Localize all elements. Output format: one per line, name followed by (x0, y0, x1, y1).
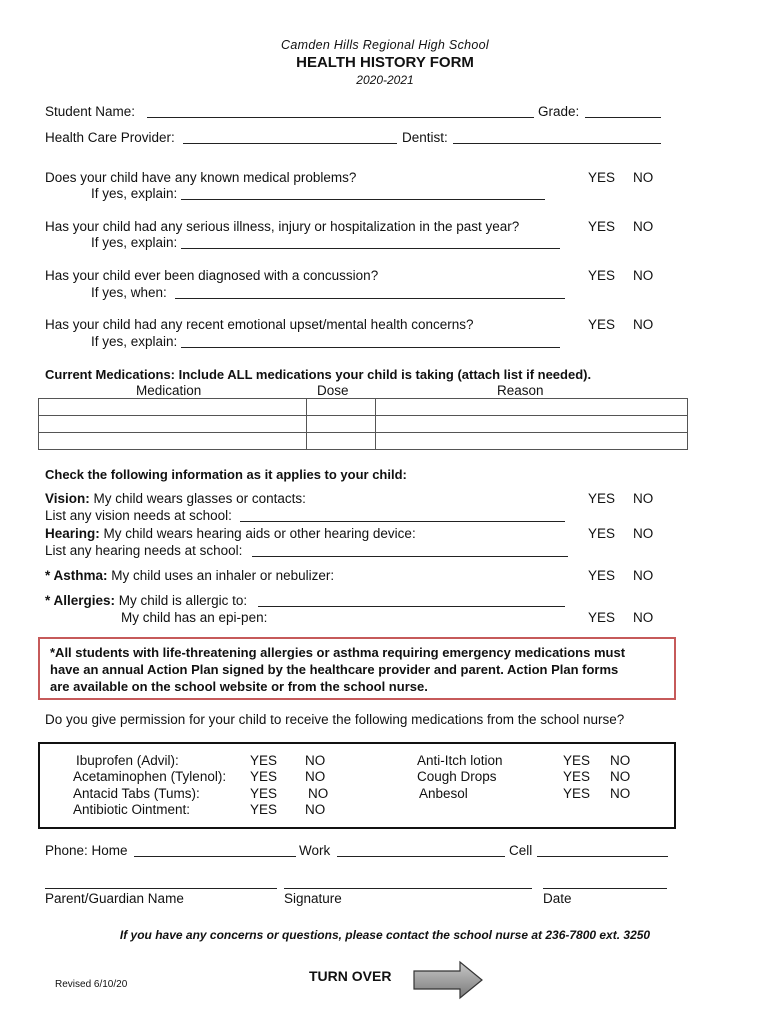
medication-name: Anbesol (419, 786, 468, 801)
no-option[interactable]: NO (305, 769, 326, 784)
hearing-text: My child wears hearing aids or other hearing device: (103, 526, 416, 541)
date-field[interactable] (543, 888, 667, 889)
no-option[interactable]: NO (633, 610, 654, 625)
vision-needs-field[interactable] (240, 507, 565, 522)
signature-field[interactable] (284, 888, 532, 889)
school-year: 2020-2021 (356, 73, 414, 87)
no-option[interactable]: NO (305, 753, 326, 768)
medication-name: Cough Drops (417, 769, 497, 784)
revised-date: Revised 6/10/20 (55, 979, 128, 990)
yes-option[interactable]: YES (588, 268, 616, 283)
table-row (39, 399, 688, 416)
provider-field[interactable] (183, 129, 397, 144)
hearing-needs-field[interactable] (252, 542, 568, 557)
yes-option[interactable]: YES (563, 786, 591, 801)
vision-row (45, 491, 306, 506)
contact-note: If you have any concerns or questions, please contact the school nurse at 236-7800 ext. 3250 (119, 928, 651, 942)
vision-label: Vision: (45, 491, 90, 506)
allergies-row (45, 593, 247, 608)
yes-option[interactable]: YES (250, 753, 278, 768)
medication-name: Antacid Tabs (Tums): (73, 786, 200, 801)
no-option[interactable]: NO (633, 568, 654, 583)
epipen-text: My child has an epi-pen: (121, 610, 268, 625)
allergies-text: My child is allergic to: (118, 593, 248, 608)
action-plan-alert (38, 637, 676, 700)
no-option[interactable]: NO (633, 219, 654, 234)
phone-home-field[interactable] (134, 842, 296, 857)
question-mental-health: Has your child had any recent emotional upset/mental health concerns? (45, 317, 474, 332)
grade-label: Grade: (538, 104, 580, 119)
vision-text: My child wears glasses or contacts: (93, 491, 306, 506)
guardian-name-label: Parent/Guardian Name (45, 891, 184, 906)
medication-cell[interactable] (39, 433, 307, 450)
medication-cell[interactable] (39, 416, 307, 433)
grade-field[interactable] (585, 103, 661, 118)
yes-option[interactable]: YES (563, 753, 591, 768)
permission-question: Do you give permission for your child to receive the following medications from the school nurse? (45, 712, 625, 727)
hearing-label: Hearing: (45, 526, 100, 541)
alert-line: *All students with life-threatening allergies or asthma requiring emergency medications must (50, 645, 626, 660)
hearing-needs-label: List any hearing needs at school: (45, 543, 243, 558)
yes-option[interactable]: YES (588, 219, 616, 234)
permission-box (38, 742, 676, 829)
yes-option[interactable]: YES (588, 491, 616, 506)
yes-option[interactable]: YES (588, 526, 616, 541)
yes-option[interactable]: YES (588, 568, 616, 583)
phone-work-label: Work (299, 843, 331, 858)
no-option[interactable]: NO (633, 170, 654, 185)
no-option[interactable]: NO (305, 802, 326, 817)
yes-option[interactable]: YES (588, 610, 616, 625)
phone-work-field[interactable] (337, 842, 505, 857)
question-sub-label: If yes, explain: (91, 186, 178, 201)
student-name-field[interactable] (147, 103, 534, 118)
alert-line: have an annual Action Plan signed by the healthcare provider and parent. Action Plan forms (50, 662, 619, 677)
question-medical-problems: Does your child have any known medical problems? (45, 170, 357, 185)
no-option[interactable]: NO (610, 786, 631, 801)
dose-cell[interactable] (307, 433, 376, 450)
reason-cell[interactable] (376, 433, 688, 450)
signature-label: Signature (284, 891, 342, 906)
medications-heading: Current Medications: Include ALL medications your child is taking (attach list if needed). (45, 367, 592, 382)
yes-option[interactable]: YES (563, 769, 591, 784)
allergies-label: * Allergies: (45, 593, 116, 608)
form-title: HEALTH HISTORY FORM (296, 54, 474, 71)
question-sub-label: If yes, explain: (91, 235, 178, 250)
question-sub-label: If yes, explain: (91, 334, 178, 349)
question-serious-illness: Has your child had any serious illness, injury or hospitalization in the past year? (45, 219, 520, 234)
arrow-right-icon (412, 960, 484, 1000)
explain-mental-health-field[interactable] (181, 333, 560, 348)
medication-name: Anti-Itch lotion (417, 753, 503, 768)
provider-label: Health Care Provider: (45, 130, 175, 145)
asthma-label: * Asthma: (45, 568, 108, 583)
no-option[interactable]: NO (610, 753, 631, 768)
guardian-name-field[interactable] (45, 888, 277, 889)
table-row (39, 416, 688, 433)
yes-option[interactable]: YES (588, 317, 616, 332)
no-option[interactable]: NO (610, 769, 631, 784)
no-option[interactable]: NO (633, 317, 654, 332)
yes-option[interactable]: YES (250, 786, 278, 801)
question-sub-label: If yes, when: (91, 285, 167, 300)
dentist-label: Dentist: (402, 130, 448, 145)
medication-column-header: Medication (136, 383, 202, 398)
student-name-label: Student Name: (45, 104, 136, 119)
dose-cell[interactable] (307, 399, 376, 416)
reason-cell[interactable] (376, 399, 688, 416)
explain-medical-field[interactable] (181, 185, 545, 200)
asthma-row (45, 568, 334, 583)
reason-cell[interactable] (376, 416, 688, 433)
phone-home-label: Phone: Home (45, 843, 128, 858)
no-option[interactable]: NO (308, 786, 329, 801)
school-name: Camden Hills Regional High School (281, 38, 489, 52)
alert-line: are available on the school website or from the school nurse. (50, 679, 428, 694)
question-concussion: Has your child ever been diagnosed with a concussion? (45, 268, 379, 283)
yes-option[interactable]: YES (250, 769, 278, 784)
explain-concussion-field[interactable] (175, 284, 565, 299)
phone-cell-field[interactable] (537, 842, 668, 857)
dentist-field[interactable] (453, 129, 661, 144)
no-option[interactable]: NO (633, 268, 654, 283)
turn-over-label: TURN OVER (309, 968, 392, 984)
yes-option[interactable]: YES (588, 170, 616, 185)
hearing-row (45, 526, 416, 541)
yes-option[interactable]: YES (250, 802, 278, 817)
no-option[interactable]: NO (633, 526, 654, 541)
medication-cell[interactable] (39, 399, 307, 416)
vision-needs-label: List any vision needs at school: (45, 508, 232, 523)
medication-name: Acetaminophen (Tylenol): (73, 769, 227, 784)
date-label: Date (543, 891, 572, 906)
allergies-field[interactable] (258, 592, 565, 607)
reason-column-header: Reason (497, 383, 544, 398)
asthma-text: My child uses an inhaler or nebulizer: (111, 568, 335, 583)
phone-cell-label: Cell (509, 843, 533, 858)
medications-table (38, 398, 688, 450)
dose-cell[interactable] (307, 416, 376, 433)
explain-illness-field[interactable] (181, 234, 560, 249)
check-heading: Check the following information as it applies to your child: (45, 467, 407, 482)
dose-column-header: Dose (317, 383, 349, 398)
no-option[interactable]: NO (633, 491, 654, 506)
table-row (39, 433, 688, 450)
medication-name: Ibuprofen (Advil): (76, 753, 179, 768)
medication-name: Antibiotic Ointment: (73, 802, 191, 817)
